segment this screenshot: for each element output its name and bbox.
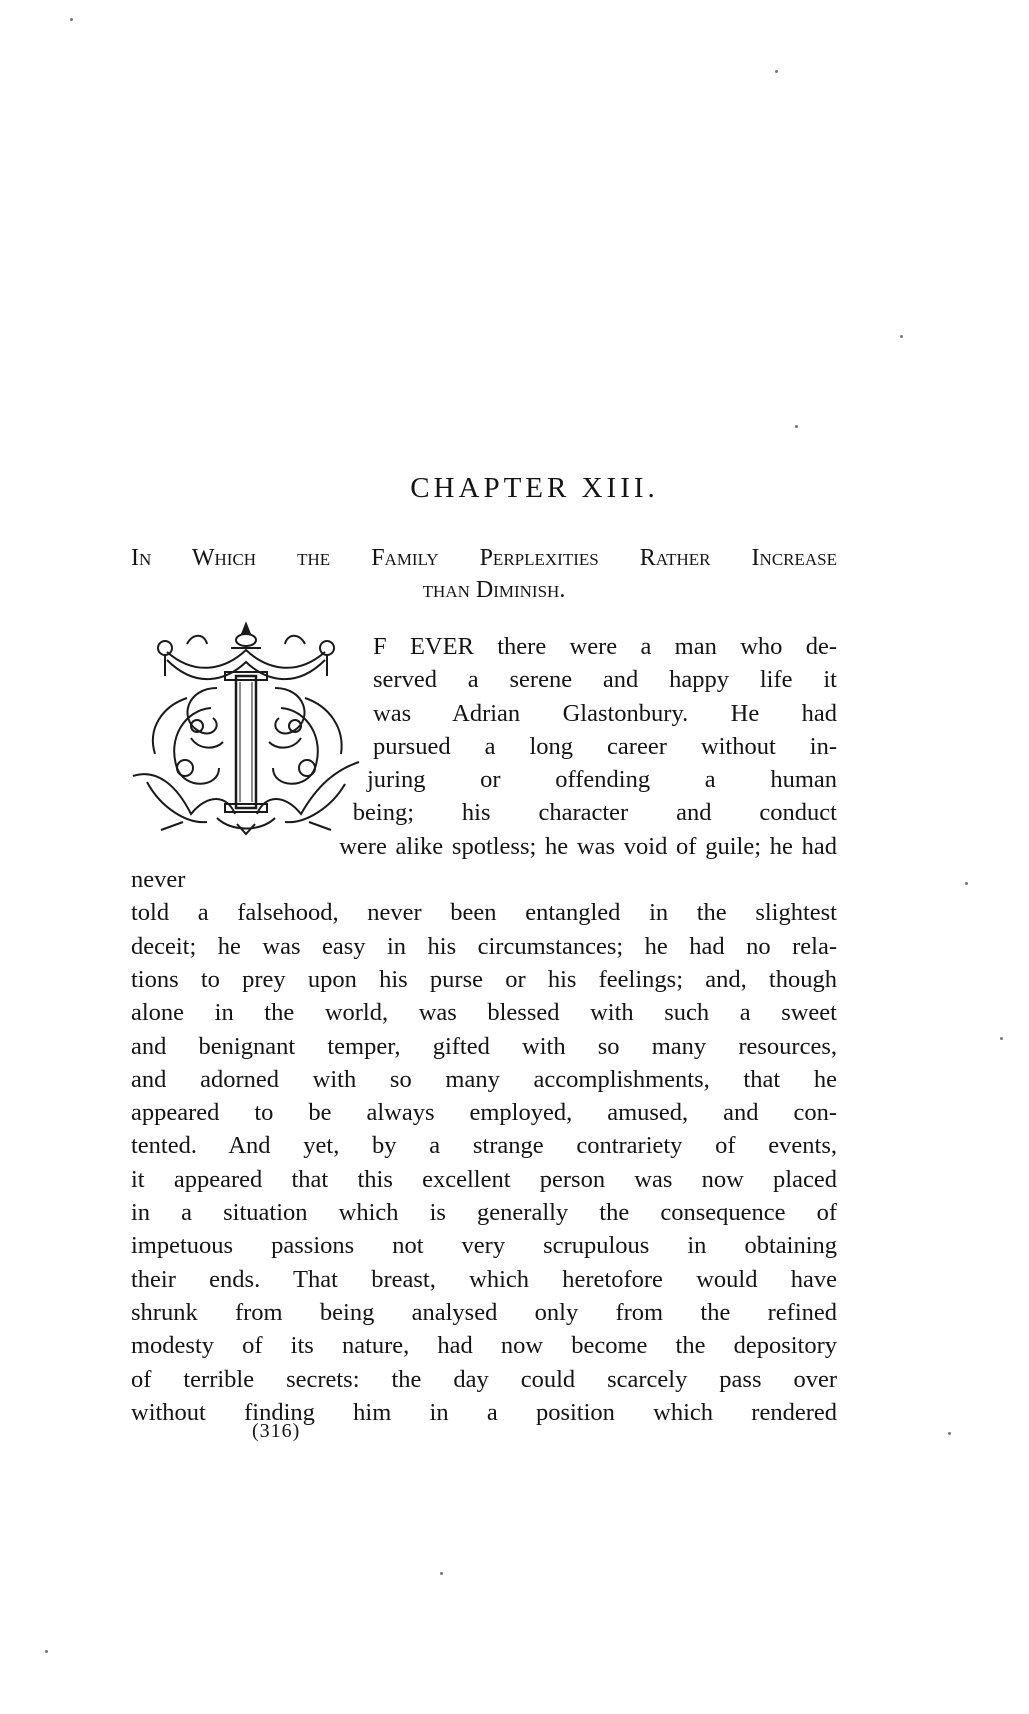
- scan-speck: [775, 70, 778, 73]
- body-line: pursued a long career without in-: [373, 732, 837, 760]
- chapter-subtitle-line-2: than Diminish.: [422, 577, 566, 603]
- chapter-heading: CHAPTER XIII.: [410, 472, 659, 504]
- chapter-subtitle-line-1: In Which the Family Perplexities Rather Increase: [131, 545, 837, 571]
- body-line: told a falsehood, never been entangled in the slightest: [131, 899, 837, 927]
- scan-speck: [45, 1650, 48, 1653]
- body-line: and adorned with so many accomplishments, that he: [131, 1065, 837, 1093]
- body-line: their ends. That breast, which heretofore would have: [131, 1265, 837, 1293]
- ornamental-initial-icon: [127, 618, 365, 836]
- scan-speck: [1000, 1037, 1003, 1040]
- scan-speck: [440, 1572, 443, 1575]
- body-line: deceit; he was easy in his circumstances; he had no rela-: [131, 932, 837, 960]
- chapter-subtitle: [131, 542, 837, 606]
- body-line: being; his character and conduct: [352, 799, 837, 827]
- body-line: was Adrian Glastonbury. He had: [373, 699, 837, 727]
- body-line: F EVER there were a man who de-: [373, 633, 837, 660]
- body-line: tented. And yet, by a strange contrariety of events,: [131, 1132, 837, 1160]
- body-line: served a serene and happy life it: [373, 666, 837, 694]
- body-line: alone in the world, was blessed with such a sweet: [131, 999, 837, 1027]
- page-number: (316): [252, 1420, 301, 1442]
- scan-speck: [900, 335, 903, 338]
- scan-speck: [948, 1432, 951, 1435]
- scan-speck: [70, 18, 73, 21]
- body-line: appeared to be always employed, amused, and con-: [131, 1099, 837, 1127]
- body-line: without finding him in a position which rendered: [131, 1398, 837, 1426]
- body-line: tions to prey upon his purse or his feelings; and, though: [131, 965, 837, 993]
- body-line: shrunk from being analysed only from the refined: [131, 1298, 837, 1326]
- scan-speck: [965, 882, 968, 885]
- body-line: impetuous passions not very scrupulous in obtaining: [131, 1232, 837, 1260]
- body-line: modesty of its nature, had now become the depository: [131, 1332, 837, 1360]
- body-line: and benignant temper, gifted with so many resources,: [131, 1032, 837, 1060]
- chapter-body: [131, 630, 837, 1429]
- body-line: of terrible secrets: the day could scarcely pass over: [131, 1365, 837, 1393]
- body-line: in a situation which is generally the consequence of: [131, 1199, 837, 1227]
- body-line: were alike spotless; he was void of guile; he had never: [131, 832, 837, 894]
- body-line: it appeared that this excellent person was now placed: [131, 1165, 837, 1193]
- body-line: juring or offending a human: [366, 766, 837, 794]
- scan-speck: [795, 425, 798, 428]
